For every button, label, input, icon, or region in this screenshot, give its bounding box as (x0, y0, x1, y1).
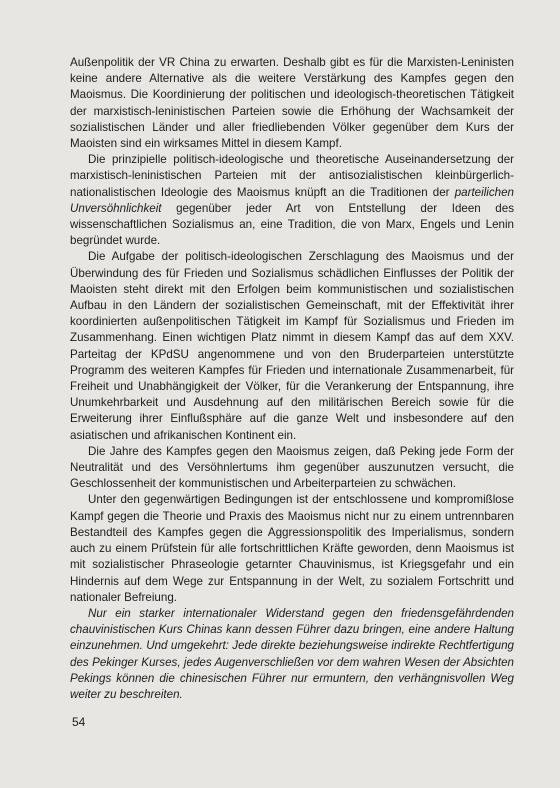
paragraph-1 (70, 55, 514, 152)
paragraph-text: Die prinzipielle politisch-ideologische und theoretische Auseinandersetzung der marxistisch-leninistischen Parteien mit der antisozialistischen kleinbürgerlich-nationalistischen Ideologie des Maoismus knüpft an die Traditionen der (70, 153, 514, 199)
paragraph-text: gegenüber jeder Art von Entstellung der Ideen des wissenschaftlichen Sozialismus an, eine Tradition, die von Marx, Engels und Lenin begründet wurde. (70, 201, 514, 248)
paragraph-6 (70, 606, 514, 703)
paragraph-3 (70, 249, 514, 443)
emphasized-text: parteilichen Unversöhnlichkeit (70, 185, 514, 215)
paragraph-5 (70, 492, 514, 605)
body-text (70, 55, 514, 703)
paragraph-text: Nur ein starker internationaler Widerstand gegen den friedensgefährdenden chauvinistischen Kurs Chinas kann dessen Führer dazu bringen, eine andere Haltung einzunehmen. Und umgekehrt: Jede direkte beziehungsweise indirekte Rechtfertigung des Pekinger Kurses, jedes Augenverschließen vor dem wahren Wesen der Absichten Pekings können die chinesischen Führer nur ermuntern, den verhängnisvollen Weg weiter zu beschreiten. (70, 606, 514, 701)
paragraph-text: Die Jahre des Kampfes gegen den Maoismus zeigen, daß Peking jede Form der Neutralität und des Versöhnlertums ihm gegenüber auszunutzen versucht, die Geschlossenheit der kommunistischen und Arbeiterparteien zu schwächen. (70, 444, 514, 491)
paragraph-4 (70, 444, 514, 493)
paragraph-text: Die Aufgabe der politisch-ideologischen Zerschlagung des Maoismus und der Überwindung des für Frieden und Sozialismus schädlichen Einflusses der Politik der Maoisten steht direkt mit den Erfolgen beim kommunistischen und sozialistischen Aufbau in den Ländern der sozialistischen Gemeinschaft, mit der Effektivität ihrer koordinierten außenpolitischen Tätigkeit im Kampf für Sozialismus und Frieden im Zusammenhang. Einen wichtigen Platz nimmt in diesem Kampf das auf dem XXV. Parteitag der KPdSU angenommene und von den Bruderparteien unterstützte Programm des weiteren Kampfes für Frieden und internationale Zusammenarbeit, für Freiheit und Unabhängigkeit der Völker, für die Verankerung der Entspannung, ihre Unumkehrbarkeit und Ausdehnung auf den militärischen Bereich sowie für die Erweiterung ihrer Einflußsphäre auf die ganze Welt und insbesondere auf den asiatischen und afrikanischen Kontinent ein. (70, 250, 514, 442)
paragraph-text: Außenpolitik der VR China zu erwarten. Deshalb gibt es für die Marxisten-Leninisten keine andere Alternative als die weitere Verstärkung des Kampfes gegen den Maoismus. Die Koordinierung der politischen und ideologisch-theoretischen Tätigkeit der marxistisch-leninistischen Parteien sowie die Erhöhung der Wachsamkeit der sozialistischen Länder und aller friedliebenden Völker gegenüber dem Kurs der Maoisten sind ein wirksames Mittel in diesem Kampf. (70, 56, 514, 151)
paragraph-text: Unter den gegenwärtigen Bedingungen ist der entschlossene und kompromißlose Kampf gegen die Theorie und Praxis des Maoismus nicht nur zu einem untrennbaren Bestandteil des Kampfes gegen die Aggressionspolitik des Imperialismus, sondern auch zu einem Prüfstein für alle fortschrittlichen Kräfte geworden, denn Maoismus ist mit sozialistischer Phraseologie getarnter Chauvinismus, ist Kriegsgefahr und ein Hindernis auf dem Wege zur Entspannung in der Welt, zu sozialem Fortschritt und nationaler Befreiung. (70, 493, 514, 604)
paragraph-2 (70, 152, 514, 249)
page-number: 54 (72, 715, 86, 729)
